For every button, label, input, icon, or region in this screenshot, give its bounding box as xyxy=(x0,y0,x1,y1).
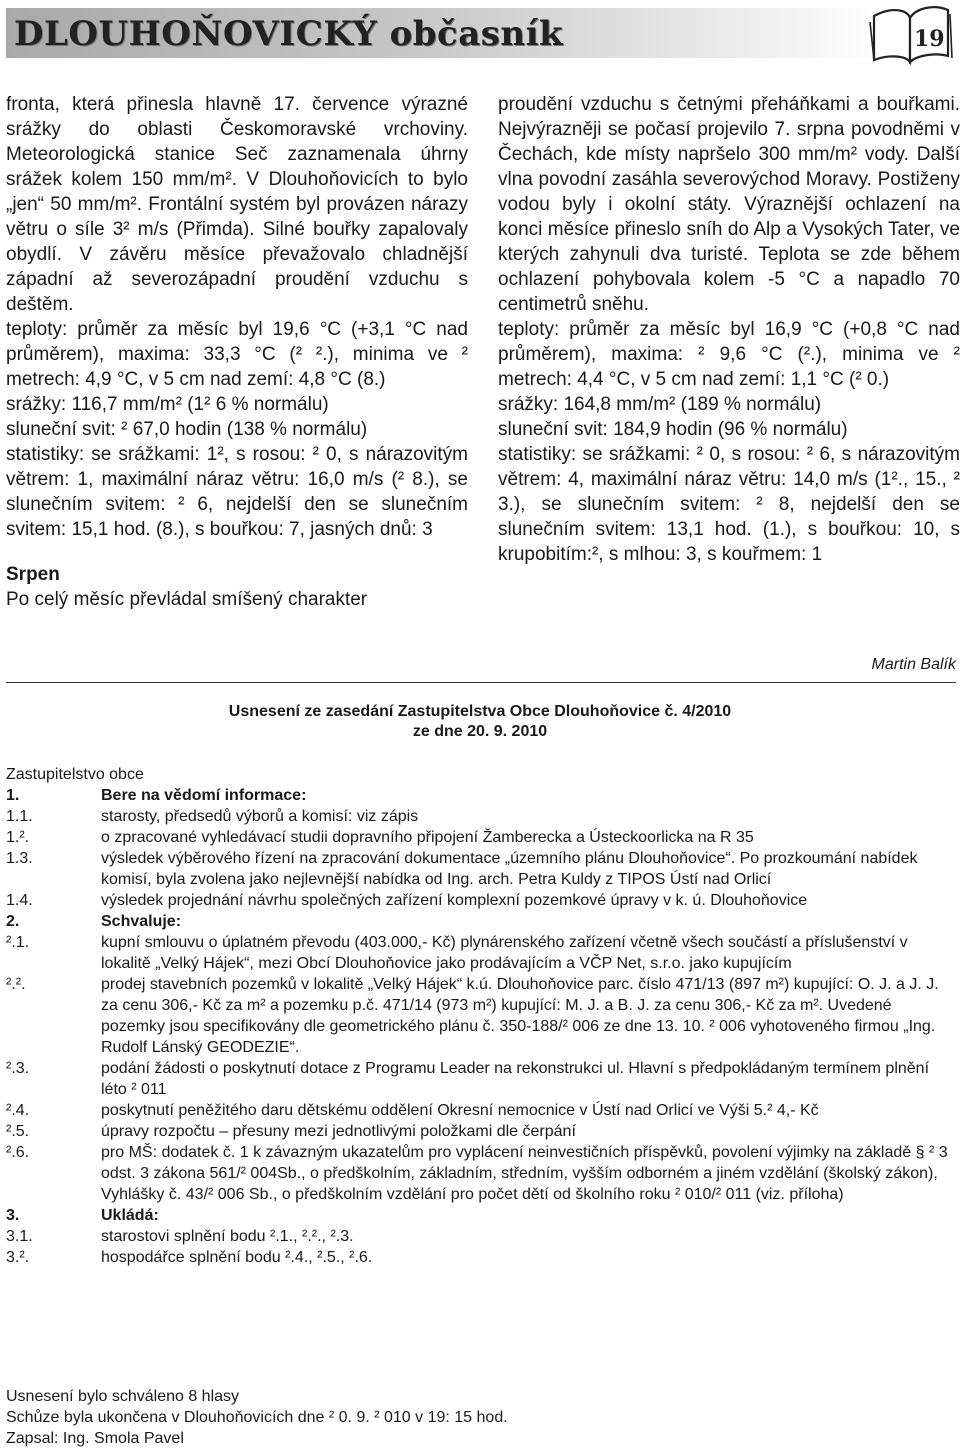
minutes-body xyxy=(6,764,954,1268)
list-item: 1.². o zpracované vyhledávací studii dopravního připojení Žamberecka a Ústeckoorlicka na R 35 xyxy=(6,829,754,846)
july-precipitation: srážky: 116,7 mm/m² (1² 6 % normálu) xyxy=(6,394,329,415)
minutes-title xyxy=(0,702,960,742)
section-heading: 1. Bere na vědomí informace: xyxy=(6,787,307,804)
section-heading: 2. Schvaluje: xyxy=(6,913,182,930)
list-item: 3.². hospodářce splnění bodu ².4., ².5., ².6. xyxy=(6,1249,373,1266)
left-column xyxy=(6,92,468,612)
minutes-footer xyxy=(6,1386,508,1449)
july-temperatures: teploty: průměr za měsíc byl 19,6 °C (+3,1 °C nad průměrem), maxima: 33,3 °C (² ².), minima ve ² metrech: 4,9 °C, v 5 cm nad zemí: 4,8 °C (8.) xyxy=(6,319,468,390)
list-item: ².3. podání žádosti o poskytnutí dotace z Programu Leader na rekonstrukci ul. Hlavní s předpokládaným termínem plnění léto ² 011 xyxy=(6,1060,930,1098)
august-temperatures: teploty: průměr za měsíc byl 16,9 °C (+0,8 °C nad průměrem), maxima: ² 9,6 °C (².), minima ve ² metrech: 4,4 °C, v 5 cm nad zemí: 1,1 °C (² 0.) xyxy=(498,319,960,390)
page-header xyxy=(0,0,960,72)
newsletter-title: DLOUHOŇOVICKÝ občasník xyxy=(14,14,564,54)
july-statistics: statistiky: se srážkami: 1², s rosou: ² 0, s nárazovitým větrem: 1, maximální náraz větru: 16,0 m/s (² 8.), se slunečním svitem: ² 6, nejdelší den se slunečním svitem: 15,1 hod. (8.), s bouřkou: 7, jasných dnů: 3 xyxy=(6,444,468,540)
list-item: 1.1. starosty, předsedů výborů a komisí: viz zápis xyxy=(6,808,419,825)
author-signature: Martin Balík xyxy=(871,656,956,673)
list-item: ².². prodej stavebních pozemků v lokalitě „Velký Hájek“ k.ú. Dlouhoňovice parc. číslo 471/13 (897 m²) kupující: O. J. a J. J. za cenu 306,- Kč za m² a pozemku p.č. 471/14 (973 m²) kupující: M. J. a B. J. za cenu 306,- Kč za m². Uvedené pozemky jsou specifikovány dle geometrického plánu č. 350-188/² 006 ze dne 13. 10. ² 006 vyhotoveného firmou „Ing. Rudolf Lánský GEODEZIE“. xyxy=(6,976,939,1056)
list-item: 3.1. starostovi splnění bodu ².1., ².²., ².3. xyxy=(6,1228,354,1245)
list-item: ².1. kupní smlouvu o úplatném převodu (403.000,- Kč) plynárenského zařízení včetně všech součástí a příslušenství v lokalitě „Velký Hájek“, mezi Obcí Dlouhoňovice jako prodávajícím a VČP Net, s.r.o. jako kupujícím xyxy=(6,934,908,972)
meeting-end: Schůze byla ukončena v Dlouhoňovicích dne ² 0. 9. ² 010 v 19: 15 hod. xyxy=(6,1409,508,1426)
vote-result: Usnesení bylo schváleno 8 hlasy xyxy=(6,1388,240,1405)
list-item: 1.3. výsledek výběrového řízení na zpracování dokumentace „územního plánu Dlouhoňovice“. Po prozkoumání nabídek komisí, byla zvolena jako nejlevnější nabídka od Ing. arch. Petra Kuldy z TIPOS Ústí nad Orlicí xyxy=(6,850,918,888)
july-sunshine: sluneční svit: ² 67,0 hodin (138 % normálu) xyxy=(6,419,368,440)
august-sunshine: sluneční svit: 184,9 hodin (96 % normálu) xyxy=(498,419,848,440)
list-item: ².5. úpravy rozpočtu – přesuny mezi jednotlivými položkami dle čerpání xyxy=(6,1123,576,1140)
recorder: Zapsal: Ing. Smola Pavel xyxy=(6,1430,184,1447)
august-intro: Po celý měsíc převládal smíšený charakter xyxy=(6,589,368,610)
section-divider xyxy=(6,682,956,683)
minutes-intro: Zastupitelstvo obce xyxy=(6,766,144,783)
list-item: ².6. pro MŠ: dodatek č. 1 k závazným ukazatelům pro vyplácení neinvestičních příspěvků, povolení výjimky na základě § ² 3 odst. 3 zákona 561/² 004Sb., o předškolním, základním, středním, vyšším odborném a jiném vzdělání (školský zákon), Vyhlášky č. 43/² 006 Sb., o předškolním vzdělání pro počet dětí od školního roku ² 010/² 011 (viz. příloha) xyxy=(6,1144,948,1203)
section-heading: 3. Ukládá: xyxy=(6,1207,159,1224)
list-item: 1.4. výsledek projednání návrhu společných zařízení komplexní pozemkové úpravy v k. ú. Dlouhoňovice xyxy=(6,892,808,909)
right-column xyxy=(498,92,960,567)
minutes-title-line: Usnesení ze zasedání Zastupitelstva Obce Dlouhoňovice č. 4/2010 xyxy=(228,703,732,720)
page-number: 19 xyxy=(914,26,945,52)
list-item: ².4. poskytnutí peněžitého daru dětskému oddělení Okresní nemocnice v Ústí nad Orlicí ve Výši 5.² 4,- Kč xyxy=(6,1102,819,1119)
july-weather-paragraph: fronta, která přinesla hlavně 17. července výrazné srážky do oblasti Českomoravské vrchoviny. Meteorologická stanice Seč zaznamenala úhrny srážek kolem 150 mm/m². V Dlouhoňovicích to bylo „jen“ 50 mm/m². Frontální systém byl provázen nárazy větru o síle 3² m/s (Přimda). Silné bouřky zapalovaly obydlí. V závěru měsíce převažovalo chladnější západní až severozápadní proudění vzduchu s deštěm. xyxy=(6,94,468,315)
august-weather-paragraph: proudění vzduchu s četnými přeháňkami a bouřkami. Nejvýrazněji se počasí projevilo 7. srpna povodněmi v Čechách, kde místy napršelo 300 mm/m² vody. Další vlna povodní zasáhla severovýchod Moravy. Postiženy vodou byly i okolní státy. Výraznější ochlazení na konci měsíce přineslo sníh do Alp a Vysokých Tater, ve kterých zahynuli dva turisté. Teplota se zde během ochlazení pohybovala kolem -5 °C a napadlo 70 centimetrů sněhu. xyxy=(498,94,960,315)
august-heading: Srpen xyxy=(6,564,60,585)
minutes-date-line: ze dne 20. 9. 2010 xyxy=(412,723,548,740)
august-precipitation: srážky: 164,8 mm/m² (189 % normálu) xyxy=(498,394,822,415)
august-statistics: statistiky: se srážkami: ² 0, s rosou: ² 6, s nárazovitým větrem: 4, maximální náraz větru: 14,0 m/s (1²., 15., ² 3.), se slunečním svitem: ² 8, nejdelší den se slunečním svitem: 13,1 hod. (1.), s bouřkou: 10, s krupobitím:², s mlhou: 3, s kouřmem: 1 xyxy=(498,444,960,565)
